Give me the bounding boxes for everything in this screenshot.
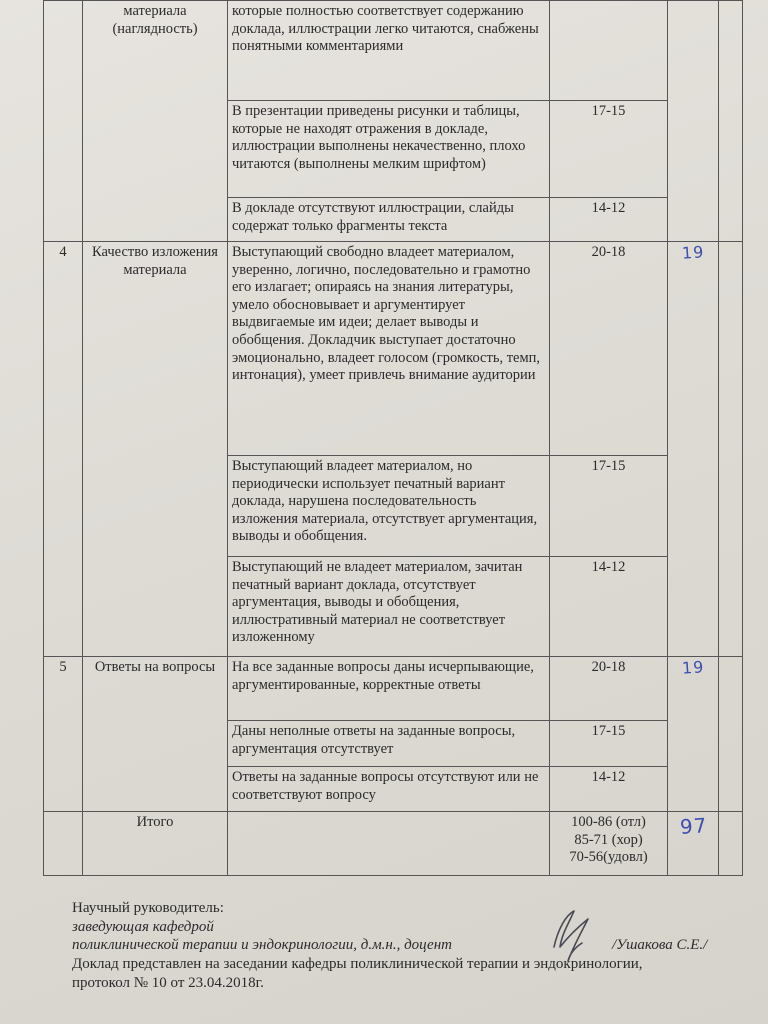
signature-line — [72, 936, 732, 955]
grade-cell — [668, 657, 719, 812]
grade-cell — [668, 812, 719, 876]
department-meeting-note: Доклад представлен на заседании кафедры поликлинической терапии и эндокринологии, — [72, 956, 643, 972]
level-description: Выступающий свободно владеет материалом, уверенно, логично, последовательно и грамотно его излагает; опираясь на знания литературы, умело обосновывает и аргументирует выдвигаемые им идеи; делает выводы и обобщения. Докладчик выступает достаточно эмоционально, владеет голосом (громкость, темп, интонация), умеет привлечь внимание аудитории — [228, 242, 550, 456]
assessment-table — [43, 0, 743, 876]
protocol-note: протокол № 10 от 23.04.2018г. — [72, 974, 264, 991]
table-row — [44, 1, 743, 101]
level-points: 17-15 — [550, 456, 668, 557]
level-description: Даны неполные ответы на заданные вопросы, аргументация отсутствует — [228, 721, 550, 767]
level-points: 20-18 — [550, 657, 668, 721]
criterion-number: 5 — [44, 657, 83, 812]
level-description: В презентации приведены рисунки и таблицы, которые не находят отражения в докладе, иллюстрации выполнены некачественно, плохо читаются (выполнены мелким шрифтом) — [228, 101, 550, 198]
level-points: 14-12 — [550, 767, 668, 812]
level-points: 14-12 — [550, 557, 668, 657]
extra-cell — [719, 657, 743, 812]
level-description: На все заданные вопросы даны исчерпывающие, аргументированные, корректные ответы — [228, 657, 550, 721]
grade-cell — [668, 1, 719, 242]
criterion-name: Ответы на вопросы — [83, 657, 228, 812]
criterion-number: 4 — [44, 242, 83, 657]
table-row — [44, 242, 743, 456]
level-description: В докладе отсутствуют иллюстрации, слайды содержат только фрагменты текста — [228, 198, 550, 242]
level-points — [550, 1, 668, 101]
supervisor-heading: Научный руководитель: — [72, 900, 224, 916]
handwritten-total: 97 — [679, 813, 709, 839]
total-label: Итого — [83, 812, 228, 876]
extra-cell — [719, 1, 743, 242]
document-footer — [72, 899, 732, 992]
level-description: Выступающий не владеет материалом, зачитан печатный вариант доклада, отсутствует аргументация, выводы и обобщения, иллюстративный материал не соответствует изложенному — [228, 557, 550, 657]
level-description: Выступающий владеет материалом, но периодически использует печатный вариант доклада, нарушена последовательность изложения материала, отсутствует аргументация, выводы и обобщения. — [228, 456, 550, 557]
total-range-satisfactory: 70-56(удовл) — [569, 849, 648, 866]
criterion-name: Качество изложения материала — [83, 242, 228, 657]
level-points: 17-15 — [550, 721, 668, 767]
total-row — [44, 812, 743, 876]
total-range-good: 85-71 (хор) — [574, 831, 643, 848]
extra-cell — [719, 812, 743, 876]
total-num-cell — [44, 812, 83, 876]
level-description: Ответы на заданные вопросы отсутствуют или не соответствуют вопросу — [228, 767, 550, 812]
table-row — [44, 657, 743, 721]
level-points: 17-15 — [550, 101, 668, 198]
supervisor-position: заведующая кафедрой — [72, 918, 214, 935]
total-range-excellent: 100-86 (отл) — [571, 814, 646, 830]
criterion-name: материала (наглядность) — [83, 1, 228, 242]
extra-cell — [719, 242, 743, 657]
handwritten-grade: 19 — [681, 242, 705, 263]
total-ranges — [550, 812, 668, 876]
handwritten-signature — [548, 907, 592, 965]
supervisor-department: поликлинической терапии и эндокринологии, д.м.н., доцент — [72, 937, 452, 953]
level-description: которые полностью соответствует содержанию доклада, иллюстрации легко читаются, снабжены понятными комментариями — [228, 1, 550, 101]
level-points: 20-18 — [550, 242, 668, 456]
grade-cell — [668, 242, 719, 657]
total-empty-cell — [228, 812, 550, 876]
handwritten-grade: 19 — [681, 657, 705, 678]
level-points: 14-12 — [550, 198, 668, 242]
criterion-number — [44, 1, 83, 242]
supervisor-name: /Ушакова С.Е./ — [612, 937, 708, 953]
